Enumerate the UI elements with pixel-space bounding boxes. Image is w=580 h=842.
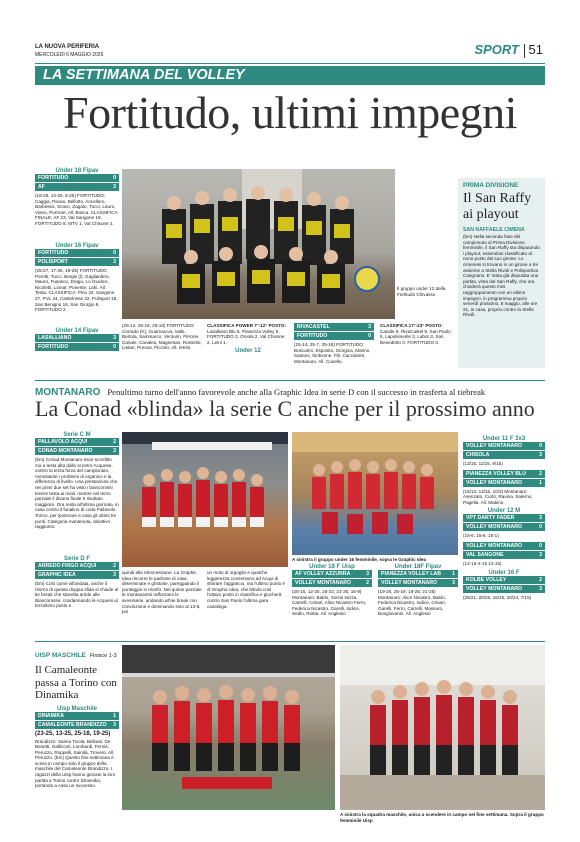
u18-fipav-box [378,564,458,617]
score-title: Under 11 F 3x3 [482,436,526,442]
score-row: VOLLEY MONTANARO 0 [463,542,545,550]
score-box [35,328,119,351]
under12-match [294,323,374,364]
score-details: (15-6, 15-6, 15-1) [463,533,499,539]
uisp-kicker-note: Finisce 1-3 [89,653,117,659]
under12-standings [207,323,289,354]
score-row: FORTITUDO 0 [35,174,119,182]
score-title: Uisp Maschile [56,705,97,712]
score-title: Under 14 Fipav [55,328,99,334]
montanaro-kicker: MONTANARO [35,387,101,398]
main-headline: Fortitudo, ultimi impegni [63,87,517,138]
score-row: RIVACASTEL 3 [294,323,374,331]
sidebar-byline: SAN RAFFAELE CIMENA [463,227,525,233]
team-photo-graphic-idea [292,432,458,555]
right-scores-column [463,436,545,600]
score-row: DINAMIKA 1 [35,712,119,720]
uisp-article [35,644,119,821]
score-box [463,542,545,567]
under16-photo-image [122,432,288,567]
team-photo-under12 [122,169,395,319]
section-name: SPORT [474,42,519,57]
score-details: (15/13, 13/15, 10/3) Montanaro: Asenzato, Curtò, Ravina, Salerno, Pagella. All. Mabino. [463,488,533,505]
uisp-kicker: UISP MASCHILE [35,652,86,659]
match-details: (25-14, 25-7, 25-18) FORTITUDO: Buscarini, Esposito, Giorgica, Marino, Santoni, Sinbvone, Pili, Caccialore, Montanaro. All. Cunello. [294,342,371,364]
score-row: PIANEZZA VOLLEY LAB 1 [378,570,458,578]
score-row: VOLLEY MONTANARO 1 [463,479,545,487]
masthead [35,42,545,62]
score-row: VOLLEY MONTANARO 3 [463,585,545,593]
score-box [463,570,545,601]
uisp-set-scores: (23-25, 13-25, 25-18, 19-25) [35,730,111,737]
sidebar-kicker: PRIMA DIVISIONE [463,182,519,189]
uisp-body: Brandizzo: Saima Tivola, Belluati, De Benetti, Galliccoti, Lombardi, Fernié, Peruzzo, Roppelli, Sainità, Trovero. All. Peruzzo. (bm) Questo fine settimana è sceso in campo solo il gruppo della maschile del Camaleonte Brandizzo. I ragazzi della Uisp hanno giocato la loro partita a Torino contro Dinamika, portando a casa un successo. [35,738,116,789]
team-photo-under16 [122,432,288,567]
issue-date: MERCOLEDÌ 6 MAGGIO 2026 [35,52,104,58]
score-details: (13/15, 11/15, 9/15) [463,461,503,466]
standings-text: Lasalliano Blu 5, Pianezza Volley 5, FORTITUDO 3, Orvola 2, Val Chisone 2, Leini 1. [207,328,285,345]
paper-name: LA NUOVA PERIFERIA [35,44,100,50]
uisp-photo-caption: A sinistra la squadra maschile, unica a scendere in campo nel fine settimana. Sopra il gruppo femminile Uisp [340,812,544,823]
score-title: Under 18 F Uisp [309,564,355,570]
score-title: Under 18 Fipav [55,168,99,174]
left-scores-column [35,168,119,351]
score-row: CAMALEONTE BRANDIZZO 3 [35,721,119,729]
score-row: AF 3 [35,183,119,191]
section-band [35,66,545,85]
team-photo-uisp-male [122,645,335,810]
score-title: Under 16 Fipav [55,243,99,249]
sidebar-article [458,178,545,368]
team-photo-image [122,169,395,319]
standings-title: CLASSIFICA POWER 7°-12° POSTO: [207,323,286,328]
score-title: Under 18F Fipav [394,564,442,570]
score-row: AF VOLLEY AZZURRA 3 [292,570,372,578]
score-title: Serie C M [63,432,91,438]
u18-fipav-body: (19-25, 25-19, 19-25, 21-25) Montanaro: Alice Nicastro, Baldo, Federica Nicastro, Iodice, Crisari, Garelli, Ferro, Carrelli, Massaro, Bongiovanni. All. Anglesio [378,589,446,617]
score-title: Under 12 M [487,508,521,515]
uisp-male-photo-image [122,645,335,810]
score-details: (25-27, 17-25, 19-25) FORTITUDO: Perotti, Tucci, Borgis (l), Gagliardino, Mauro, Fusasco, Dragu, Lo Giudice, Nicoletti, Lionar, Ponente, Lahi. All. Testa. CLASSIFICA: Pino 32, Sangone 27, PVL 24, Castelnese 22, Polisport 18, San Benigno 16, San Giorgio 8, FORTITUDO 2. [35,268,118,313]
serie-c-box [35,432,119,553]
score-row: POLISPORT 3 [35,258,119,266]
score-row: VOLLEY MONTANARO 0 [463,442,545,450]
score-box [35,168,119,241]
montanaro-deck: Penultimo turno dell'anno favorevole anche alla Graphic Idea in serie D con il successo in trasferta al tiebreak [107,387,486,397]
score-details: (12-15-4-15 12-15) [463,560,502,566]
uisp-headline: Il Camaleonte passa a Torino con Dinamika [35,664,117,701]
under12-details: (25-12, 25-18, 25-16) FORTITUDO: Corrado (K), Guarnaccia, Valle, Bertola, Sammarco, Venturin, Pirrone, Canale, Canalea, Magnesan, Rosselio, Lietari, Purcea, Piccolo. All. Ietrini. [122,323,202,351]
score-title: Under 16 F [488,569,520,576]
score-row: GRAPHIC IDEA 3 [35,571,119,579]
score-row: KOLBE VOLLEY 2 [463,576,545,584]
score-box [463,470,545,506]
serie-d-body: (bm) Così come all'andata, anche il ritorno di questa doppia sfida si chiude al tie break che stavolta arride alle Biancorosse, condannando le Acquesi al terzultimo posto e [35,581,119,609]
score-row: PALLAVOLO ACQUI 2 [35,438,119,446]
score-row: LASALLIANO 3 [35,334,119,342]
score-row: CONAD MONTANARO 3 [35,447,119,455]
montanaro-headline: La Conad «blinda» la serie C anche per il prossimo anno [35,396,535,421]
score-row: VOLLEY MONTANARO 3 [378,579,458,587]
serie-d-continued-2: un moto di orgoglio e qualche leggerezza consentono ad Acqui di sfiorare l'aggancio, ma l'ultimo punto è di Graphic Idea, che blinda così l'ottavo posto in classifica e giocherà contro San Paolo l'ultima gara casalinga. [207,570,286,609]
score-row: PIANEZZA VOLLEY BLU 2 [463,470,545,478]
score-row: ARREDO FRIGO ACQUI 2 [35,562,119,570]
sidebar-body: (bm) Nella seconda fase del campionato di Prima Divisione femminile, il San Raffy sta disputando i playout, essendosi classificato al nono posto del suo girone. Le cimenesi si trovano in un girone a tre assieme a Stella Rivoli e Polisportiva Carignano. E' stata già disputata una partita, vinta dal San Raffy, che ora chiuderà questo mini raggruppamento con un ultimo impegno, in programma proprio venerdì prossimo, 8 maggio, alle ore 21, in casa, proprio contro la Stella Rivoli. [463,234,540,318]
standings-title: CLASSIFICA 17°-23° POSTO: [380,323,443,328]
score-box [35,243,119,326]
team-photo-uisp-female [340,645,545,810]
under12-final-standings [380,323,452,345]
graphic-idea-photo-image [292,432,458,555]
score-details: (25/21, 20/25, 16/25, 26/24, 7/15) [463,594,532,600]
score-details: (18-25, 14-25, 8-25) FORTITUDO: Caggia, Pavan, Bellotto, Ancellero, Barbesso, Scavo, Zagato, Tucci, Lauro, Viano, Porrone, All. Busca. CLASSIFICA FINALE: AF 23, Val Sangone 19, FORTITUDO 8, MTV 1, Val Chisone 2. [35,193,118,226]
score-row: VPT DARTY FADER 3 [463,514,545,522]
score-row: FORTITUDO 0 [35,249,119,257]
score-row: CHISOLA 3 [463,451,545,459]
score-row: VOLLEY MONTANARO 2 [292,579,372,587]
sidebar-title: Il San Raffy ai playout [463,191,532,222]
u18-uisp-box [292,564,372,617]
u18-uisp-body: (25-15, 12-25, 25-22, 21-25, 15-9) Montanaro: Baldo, Sorrai Inizza, Carrelli, Crisari, Aliso Nicastro Ferro, Federica Nicastro, Garelli, Iodice, Sedin, Riotta. All. Anglesio [292,589,367,617]
score-row: VOLLEY MONTANARO 0 [463,523,545,531]
score-row: FORTITUDO 0 [35,343,119,351]
middle-photo-caption: A sinistra il gruppo under 16 femminile, sopra le Graphic Idea [292,557,427,562]
serie-d-continued: quindi alla retrocessione. La Graphic Idea rincorre le padrone di casa, determinate e grintose, pareggiando il punteggio in trionfo. Nel quinto parziale le montanaresi rafforzano le avversarie, andando all'ae break con convinzione e dominando sino al 13-8, poi [122,570,202,615]
score-box [463,436,545,467]
serie-c-body: (bm) Conad Montanaro esce sconfitto ma a testa alta dallo scontro Acquese, contro la terza forza del campionato, nonostante i problemi di organico e la differenza di livello. Una prestazione che nei primi due set ha visto i biancorossi tenere testa ai rivali, mentre nel terzo parziale il divario finale è risultato maggiore. Ora resta all'ultima giornata, in casa contro il fanalino di coda Pallavolo Torino, per ipotecare a casa gli ultimi tre punti. Categoria mantenuta, obiettivo raggiunto. [35,457,119,530]
band-label: LA SETTIMANA DEL VOLLEY [43,67,245,83]
score-title: Serie D F [63,556,90,562]
top-photo-caption: Il gruppo under 12 della Fortitudo Chivasso [397,286,446,297]
page-number: 51 [528,42,543,57]
serie-d-box [35,556,119,619]
score-row: VAL SANGONE 3 [463,551,545,559]
standings-label: Under 12 [235,348,261,355]
score-row: FORTITUDO 0 [294,332,374,340]
standings-text: Canale 9, RivaCastel 9, San Paolo 5, Lapolisnerile 3, Labor 3, San Benedetto 0, FORTITUDO 0. [380,328,451,345]
score-box [463,508,545,539]
uisp-female-photo-image [340,645,545,810]
